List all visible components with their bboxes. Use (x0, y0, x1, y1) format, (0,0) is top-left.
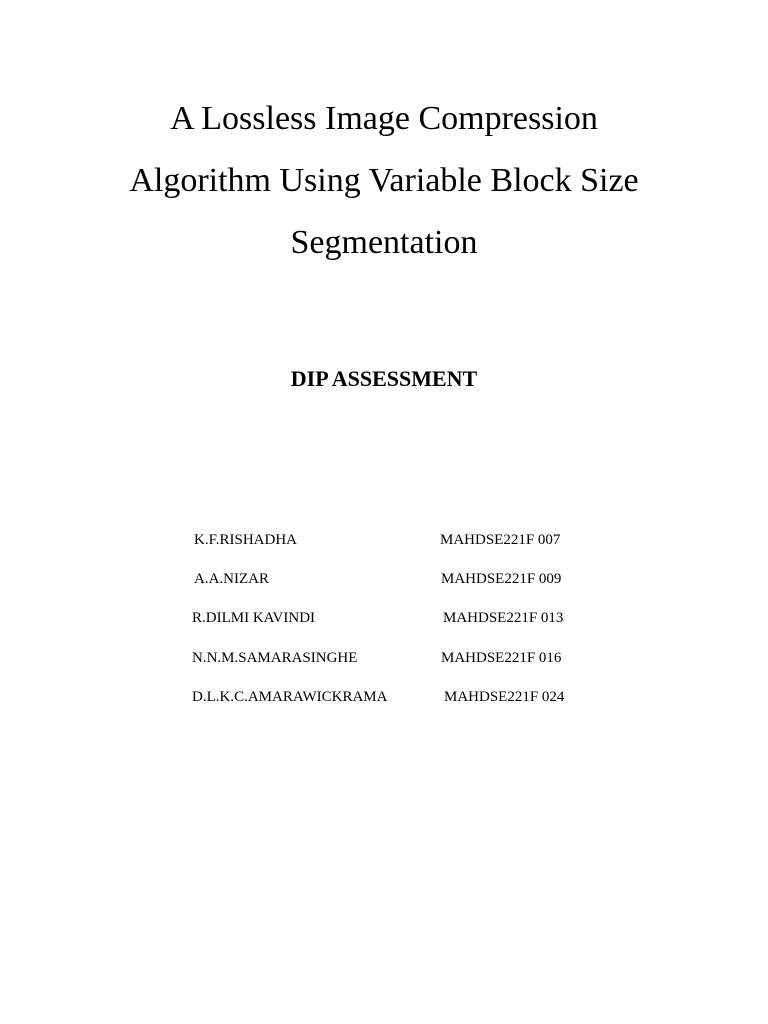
title-line-2: Algorithm Using Variable Block Size (129, 162, 639, 199)
document-subtitle: DIP ASSESSMENT (290, 366, 478, 391)
member-name: R.DILMI KAVINDI (192, 610, 316, 626)
member-name: N.N.M.SAMARASINGHE (192, 650, 358, 666)
member-name: A.A.NIZAR (194, 571, 269, 587)
title-line-1: A Lossless Image Compression (170, 100, 598, 137)
member-id: MAHDSE221F 007 (440, 532, 561, 548)
member-id: MAHDSE221F 013 (443, 610, 564, 626)
member-id: MAHDSE221F 024 (444, 689, 565, 705)
member-name: K.F.RISHADHA (194, 532, 297, 548)
member-id: MAHDSE221F 009 (441, 571, 562, 587)
member-name: D.L.K.C.AMARAWICKRAMA (192, 689, 388, 705)
document-title (0, 88, 768, 274)
member-id: MAHDSE221F 016 (441, 650, 562, 666)
title-line-3: Segmentation (290, 224, 478, 261)
